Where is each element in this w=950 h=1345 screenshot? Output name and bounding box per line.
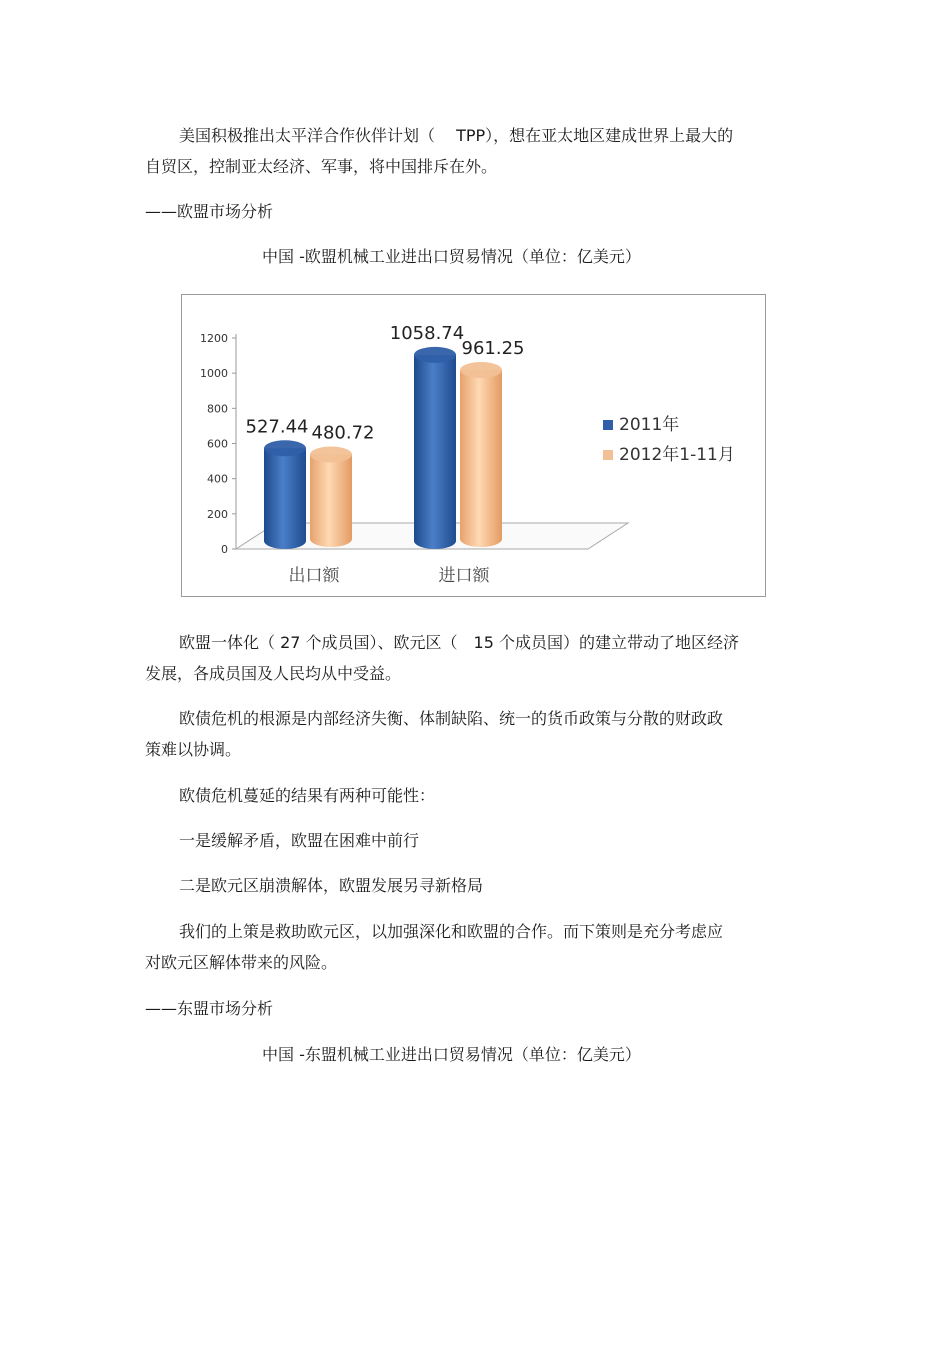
legend-swatch xyxy=(603,450,613,460)
bar-body xyxy=(414,355,456,549)
legend-swatch xyxy=(603,420,613,430)
data-label: 961.25 xyxy=(461,337,525,359)
bar xyxy=(460,362,502,547)
bar-body xyxy=(460,370,502,547)
y-tick-label: 200 xyxy=(207,507,228,521)
bar-body xyxy=(310,454,352,547)
data-label: 1058.74 xyxy=(389,322,465,344)
legend-label: 2011年 xyxy=(619,415,680,435)
tpp-paragraph-line-1: 美国积极推出太平洋合作伙伴计划（ TPP），想在亚太地区建成世界上最大的 xyxy=(179,126,734,145)
eu-section-heading: ——欧盟市场分析 xyxy=(145,202,274,221)
eu-trade-chart xyxy=(181,294,766,597)
bar-top xyxy=(264,440,306,456)
eu-integration-line-1: 欧盟一体化（ 27 个成员国）、欧元区（ 15 个成员国）的建立带动了地区经济 xyxy=(179,633,739,652)
debt-outcome-text: 欧债危机蔓延的结果有两种可能性： xyxy=(179,786,436,805)
data-label: 527.44 xyxy=(245,416,309,438)
bar-top xyxy=(310,446,352,462)
tpp-paragraph-line-2: 自贸区，控制亚太经济、军事，将中国排斥在外。 xyxy=(145,157,498,176)
y-tick-label: 400 xyxy=(207,472,228,486)
bar-body xyxy=(264,448,306,549)
data-label: 480.72 xyxy=(311,422,375,444)
eu-chart-caption: 中国 -欧盟机械工业进出口贸易情况（单位：亿美元） xyxy=(262,247,641,266)
y-tick-label: 800 xyxy=(207,402,228,416)
eu-integration-line-2: 发展，各成员国及人民均从中受益。 xyxy=(145,664,402,683)
asean-chart-caption: 中国 -东盟机械工业进出口贸易情况（单位：亿美元） xyxy=(262,1045,641,1064)
bar xyxy=(310,446,352,547)
outcome-two-text: 二是欧元区崩溃解体，欧盟发展另寻新格局 xyxy=(179,876,484,895)
strategy-line-1: 我们的上策是救助欧元区，以加强深化和欧盟的合作。而下策则是充分考虑应 xyxy=(179,922,724,941)
strategy-line-2: 对欧元区解体带来的风险。 xyxy=(145,953,338,972)
x-category-label: 出口额 xyxy=(288,566,340,586)
eu-trade-chart-svg xyxy=(182,295,765,596)
y-tick-label: 1000 xyxy=(200,367,228,381)
bar xyxy=(414,347,456,549)
x-category-label: 进口额 xyxy=(438,566,490,586)
asean-section-heading: ——东盟市场分析 xyxy=(145,999,274,1018)
y-tick-label: 0 xyxy=(221,543,228,556)
y-tick-label: 1200 xyxy=(200,332,228,345)
debt-root-line-1: 欧债危机的根源是内部经济失衡、体制缺陷、统一的货币政策与分散的财政政 xyxy=(179,709,724,728)
legend-label: 2012年1-11月 xyxy=(619,445,735,465)
bar xyxy=(264,440,306,549)
outcome-one-text: 一是缓解矛盾，欧盟在困难中前行 xyxy=(179,831,420,850)
y-tick-label: 600 xyxy=(207,437,228,451)
bar-top xyxy=(460,362,502,378)
debt-root-line-2: 策难以协调。 xyxy=(145,740,242,759)
bar-top xyxy=(414,347,456,363)
